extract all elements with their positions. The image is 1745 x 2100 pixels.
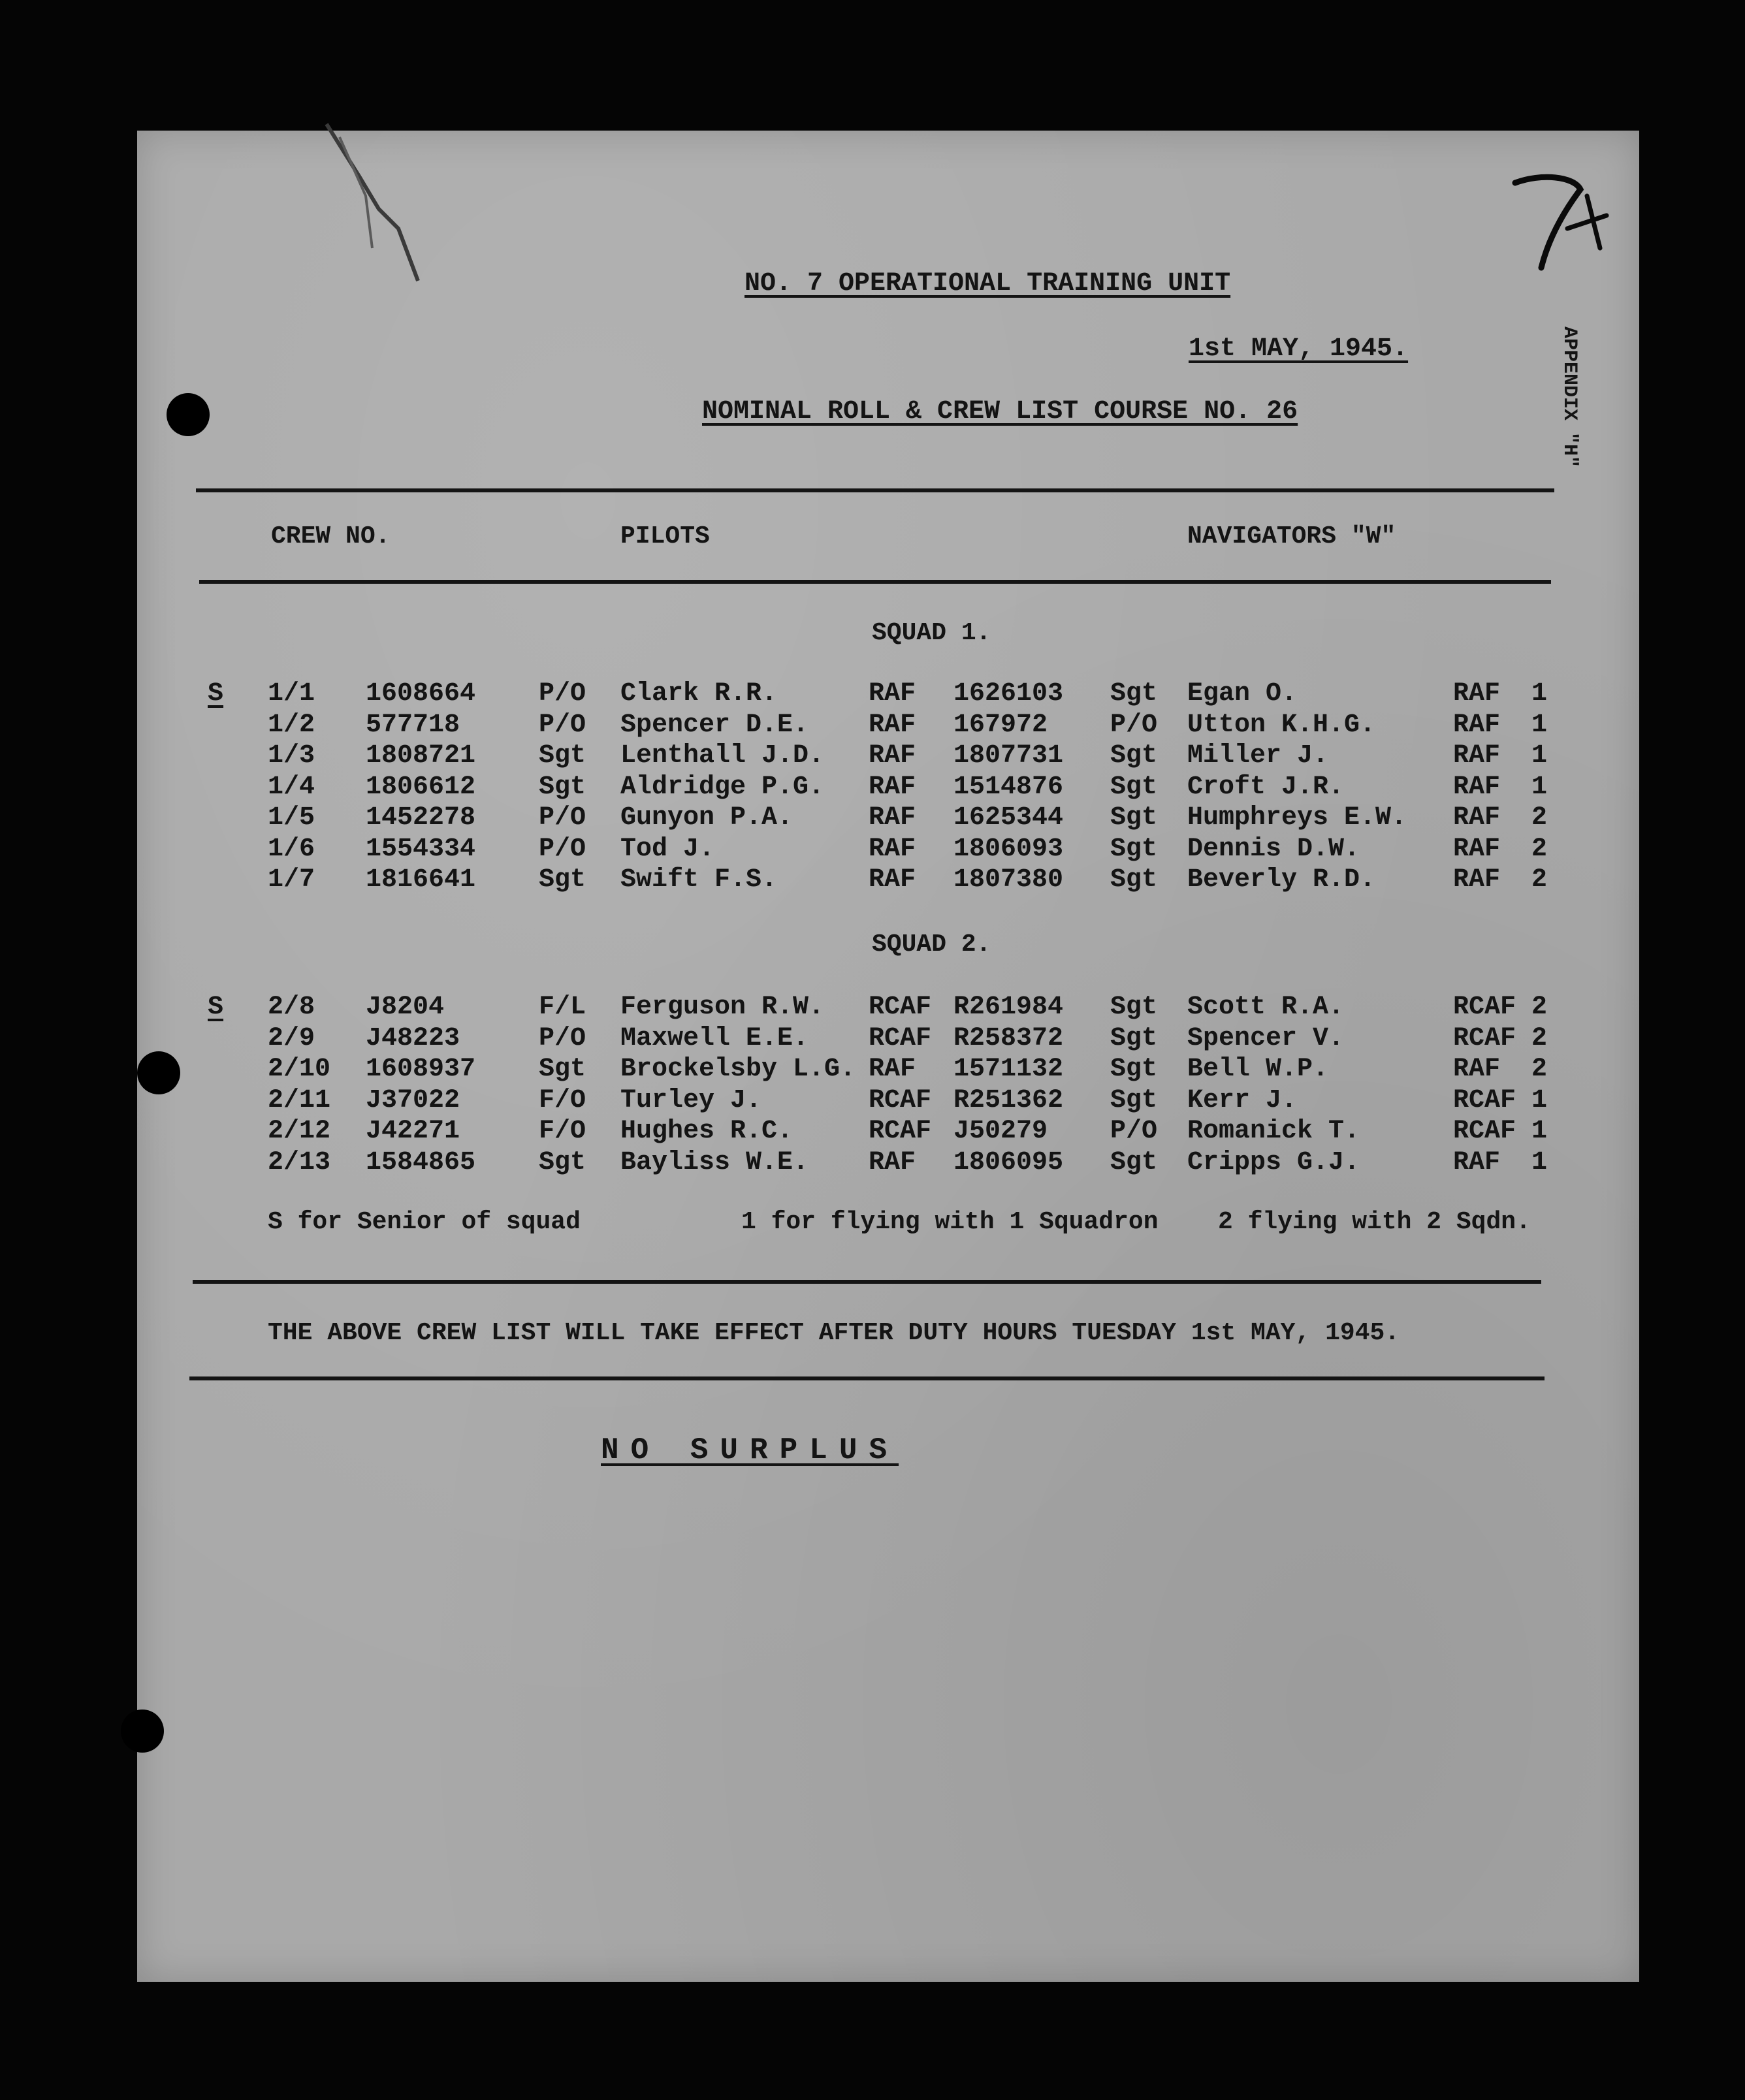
column-header-pilots: PILOTS — [620, 522, 710, 550]
pilot-rank: Sgt — [539, 1147, 586, 1177]
pilot-rank: Sgt — [539, 865, 586, 895]
nav-rank: Sgt — [1110, 679, 1158, 708]
nav-name: Beverly R.D. — [1187, 865, 1376, 895]
column-header-crew: CREW NO. — [271, 522, 391, 550]
nav-rank: Sgt — [1110, 1055, 1158, 1084]
pilot-air-force: RAF — [869, 834, 916, 864]
handwritten-mark — [1502, 170, 1620, 274]
document-subtitle: NOMINAL ROLL & CREW LIST COURSE NO. 26 — [702, 397, 1298, 426]
nav-rank: P/O — [1110, 710, 1158, 740]
pilot-service-no: 1452278 — [366, 803, 476, 833]
nav-rank: P/O — [1110, 1117, 1158, 1146]
pilot-air-force: RCAF — [869, 993, 932, 1022]
crew-no: 2/10 — [268, 1055, 331, 1084]
column-header-navigators: NAVIGATORS "W" — [1187, 522, 1396, 550]
pilot-air-force: RAF — [869, 1055, 916, 1084]
pilot-air-force: RAF — [869, 1147, 916, 1177]
pilot-service-no: 1554334 — [366, 834, 476, 864]
nav-service-no: 1571132 — [953, 1055, 1064, 1084]
note-flying-2: 2 flying with 2 Sqdn. — [1218, 1208, 1531, 1236]
crew-no: 1/3 — [268, 741, 315, 771]
squadron: 1 — [1531, 772, 1548, 802]
pilot-air-force: RCAF — [869, 1085, 932, 1115]
pilot-name: Spencer D.E. — [620, 710, 809, 740]
divider-top — [196, 488, 1554, 492]
nav-service-no: R251362 — [953, 1085, 1064, 1115]
nav-service-no: 167972 — [953, 710, 1048, 740]
squadron: 1 — [1531, 1085, 1548, 1115]
crew-row — [0, 741, 1745, 772]
crew-row — [0, 1117, 1745, 1148]
senior-mark: S — [208, 993, 224, 1022]
squadron: 1 — [1531, 741, 1548, 771]
crew-no: 2/13 — [268, 1147, 331, 1177]
pilot-name: Maxwell E.E. — [620, 1023, 809, 1053]
pilot-service-no: J37022 — [366, 1085, 460, 1115]
pilot-rank: F/O — [539, 1117, 586, 1146]
pilot-rank: F/O — [539, 1085, 586, 1115]
nav-service-no: 1807380 — [953, 865, 1064, 895]
nav-rank: Sgt — [1110, 772, 1158, 802]
nav-name: Spencer V. — [1187, 1023, 1345, 1053]
nav-air-force: RAF — [1453, 865, 1501, 895]
nav-name: Croft J.R. — [1187, 772, 1345, 802]
crew-row — [0, 993, 1745, 1024]
nav-rank: Sgt — [1110, 1147, 1158, 1177]
crew-no: 2/9 — [268, 1023, 315, 1053]
no-surplus-note: NO SURPLUS — [601, 1433, 899, 1467]
pilot-rank: P/O — [539, 803, 586, 833]
crew-row — [0, 865, 1745, 897]
crew-row — [0, 772, 1745, 804]
crew-row — [0, 1024, 1745, 1055]
nav-service-no: 1807731 — [953, 741, 1064, 771]
document-title: NO. 7 OPERATIONAL TRAINING UNIT — [744, 269, 1231, 298]
nav-air-force: RCAF — [1453, 1023, 1516, 1053]
crew-no: 1/2 — [268, 710, 315, 740]
squadron: 2 — [1531, 1055, 1548, 1084]
squadron: 2 — [1531, 834, 1548, 864]
pilot-service-no: 1608937 — [366, 1055, 476, 1084]
pilot-air-force: RCAF — [869, 1117, 932, 1146]
nav-service-no: 1514876 — [953, 772, 1064, 802]
nav-rank: Sgt — [1110, 803, 1158, 833]
crew-no: 1/6 — [268, 834, 315, 864]
nav-name: Kerr J. — [1187, 1085, 1298, 1115]
pilot-name: Ferguson R.W. — [620, 993, 825, 1022]
nav-rank: Sgt — [1110, 741, 1158, 771]
nav-name: Egan O. — [1187, 679, 1298, 708]
nav-air-force: RAF — [1453, 679, 1501, 708]
divider-header — [199, 580, 1551, 584]
pilot-name: Aldridge P.G. — [620, 772, 825, 802]
paper-crease — [320, 118, 438, 300]
squadron: 2 — [1531, 865, 1548, 895]
note-senior: S for Senior of squad — [268, 1208, 581, 1236]
nav-name: Miller J. — [1187, 741, 1329, 771]
crew-row — [0, 1086, 1745, 1117]
crew-row — [0, 710, 1745, 742]
nav-air-force: RCAF — [1453, 1117, 1516, 1146]
nav-service-no: J50279 — [953, 1117, 1048, 1146]
pilot-air-force: RAF — [869, 803, 916, 833]
crew-no: 1/7 — [268, 865, 315, 895]
nav-air-force: RCAF — [1453, 993, 1516, 1022]
crew-row — [0, 1148, 1745, 1179]
crew-no: 2/11 — [268, 1085, 331, 1115]
appendix-label: APPENDIX "H" — [1558, 326, 1580, 468]
nav-service-no: R261984 — [953, 993, 1064, 1022]
divider-bottom-2 — [189, 1376, 1545, 1380]
crew-row — [0, 835, 1745, 866]
crew-row — [0, 803, 1745, 835]
nav-service-no: 1626103 — [953, 679, 1064, 708]
squadron: 1 — [1531, 710, 1548, 740]
squadron: 1 — [1531, 679, 1548, 708]
crew-row — [0, 1055, 1745, 1086]
pilot-name: Tod J. — [620, 834, 715, 864]
punch-hole-bottom — [121, 1710, 164, 1753]
pilot-rank: P/O — [539, 679, 586, 708]
nav-rank: Sgt — [1110, 1023, 1158, 1053]
squadron: 2 — [1531, 1023, 1548, 1053]
crew-no: 1/5 — [268, 803, 315, 833]
nav-name: Romanick T. — [1187, 1117, 1360, 1146]
senior-mark: S — [208, 679, 224, 708]
pilot-air-force: RAF — [869, 679, 916, 708]
nav-name: Scott R.A. — [1187, 993, 1345, 1022]
nav-rank: Sgt — [1110, 993, 1158, 1022]
nav-air-force: RAF — [1453, 710, 1501, 740]
nav-rank: Sgt — [1110, 834, 1158, 864]
nav-air-force: RAF — [1453, 834, 1501, 864]
pilot-rank: P/O — [539, 1023, 586, 1053]
pilot-rank: P/O — [539, 834, 586, 864]
pilot-name: Clark R.R. — [620, 679, 778, 708]
squadron: 1 — [1531, 1117, 1548, 1146]
nav-air-force: RCAF — [1453, 1085, 1516, 1115]
document-date: 1st MAY, 1945. — [1189, 334, 1409, 364]
pilot-rank: Sgt — [539, 772, 586, 802]
pilot-service-no: J8204 — [366, 993, 445, 1022]
pilot-service-no: 1808721 — [366, 741, 476, 771]
nav-air-force: RAF — [1453, 772, 1501, 802]
pilot-service-no: 577718 — [366, 710, 460, 740]
note-flying-1: 1 for flying with 1 Squadron — [741, 1208, 1159, 1236]
pilot-service-no: 1608664 — [366, 679, 476, 708]
nav-rank: Sgt — [1110, 1085, 1158, 1115]
pilot-air-force: RAF — [869, 865, 916, 895]
crew-no: 1/1 — [268, 679, 315, 708]
squadron: 1 — [1531, 1147, 1548, 1177]
nav-air-force: RAF — [1453, 741, 1501, 771]
pilot-rank: Sgt — [539, 741, 586, 771]
pilot-name: Swift F.S. — [620, 865, 778, 895]
squad-1-label: SQUAD 1. — [872, 619, 991, 647]
nav-service-no: 1625344 — [953, 803, 1064, 833]
pilot-service-no: 1816641 — [366, 865, 476, 895]
nav-air-force: RAF — [1453, 803, 1501, 833]
crew-no: 2/12 — [268, 1117, 331, 1146]
pilot-air-force: RAF — [869, 741, 916, 771]
pilot-name: Hughes R.C. — [620, 1117, 793, 1146]
nav-name: Bell W.P. — [1187, 1055, 1329, 1084]
nav-service-no: R258372 — [953, 1023, 1064, 1053]
nav-service-no: 1806095 — [953, 1147, 1064, 1177]
pilot-service-no: J48223 — [366, 1023, 460, 1053]
pilot-air-force: RCAF — [869, 1023, 932, 1053]
crew-no: 1/4 — [268, 772, 315, 802]
pilot-rank: Sgt — [539, 1055, 586, 1084]
pilot-air-force: RAF — [869, 772, 916, 802]
nav-name: Utton K.H.G. — [1187, 710, 1376, 740]
effect-note: THE ABOVE CREW LIST WILL TAKE EFFECT AFTER DUTY HOURS TUESDAY 1st MAY, 1945. — [268, 1319, 1400, 1347]
pilot-name: Gunyon P.A. — [620, 803, 793, 833]
pilot-name: Bayliss W.E. — [620, 1147, 809, 1177]
nav-name: Humphreys E.W. — [1187, 803, 1407, 833]
pilot-name: Brockelsby L.G. — [620, 1055, 856, 1084]
pilot-rank: F/L — [539, 993, 586, 1022]
nav-name: Cripps G.J. — [1187, 1147, 1360, 1177]
nav-service-no: 1806093 — [953, 834, 1064, 864]
pilot-service-no: 1806612 — [366, 772, 476, 802]
pilot-air-force: RAF — [869, 710, 916, 740]
pilot-service-no: J42271 — [366, 1117, 460, 1146]
squad-2-label: SQUAD 2. — [872, 931, 991, 959]
pilot-name: Lenthall J.D. — [620, 741, 825, 771]
punch-hole-top — [167, 393, 210, 436]
nav-rank: Sgt — [1110, 865, 1158, 895]
pilot-rank: P/O — [539, 710, 586, 740]
nav-air-force: RAF — [1453, 1147, 1501, 1177]
squadron: 2 — [1531, 803, 1548, 833]
crew-row — [0, 679, 1745, 710]
squadron: 2 — [1531, 993, 1548, 1022]
pilot-name: Turley J. — [620, 1085, 762, 1115]
crew-no: 2/8 — [268, 993, 315, 1022]
nav-name: Dennis D.W. — [1187, 834, 1360, 864]
divider-bottom-1 — [193, 1280, 1541, 1284]
nav-air-force: RAF — [1453, 1055, 1501, 1084]
pilot-service-no: 1584865 — [366, 1147, 476, 1177]
